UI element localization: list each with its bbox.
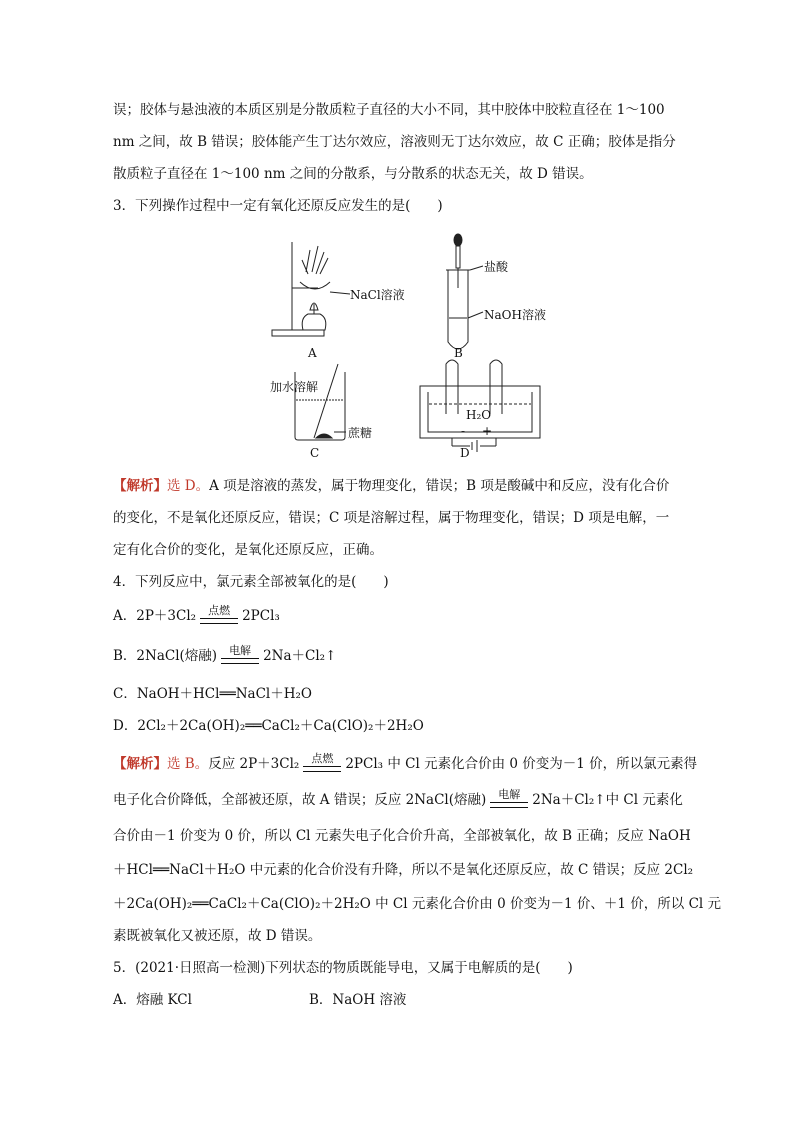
condition-text: 点燃 — [311, 751, 334, 765]
label-minus: - — [461, 424, 466, 438]
question-3-stem: 3．下列操作过程中一定有氧化还原反应发生的是( ) — [113, 198, 443, 214]
condition-text: 电解 — [498, 787, 521, 801]
q3-analysis-line-2: 的变化，不是氧化还原反应，错误；C 项是溶解过程，属于物理变化，错误；D 项是电解，一 — [113, 510, 670, 526]
label-add-water: 加水溶解 — [270, 380, 319, 394]
analysis-text: 电子化合价降低，全部被还原，故 A 错误；反应 2NaCl(熔融) — [113, 792, 487, 808]
label-hydrochloric-acid: 盐酸 — [484, 260, 509, 274]
label-nacl-solution: NaCl溶液 — [350, 288, 405, 302]
answer: 选 B。 — [167, 756, 209, 772]
analysis-text: 2Na＋Cl₂↑中 Cl 元素化 — [532, 792, 683, 808]
q4-analysis-line-6: 素既被氧化又被还原，故 D 错误。 — [113, 928, 322, 944]
option-b-left: B．2NaCl(熔融) — [113, 648, 218, 664]
q5-option-b: B．NaOH 溶液 — [309, 992, 407, 1008]
analysis-tag: 【解析】 — [113, 756, 167, 772]
intro-line-2: nm 之间，故 B 错误；胶体能产生丁达尔效应，溶液则无丁达尔效应，故 C 正确；胶体是指分 — [113, 134, 676, 150]
option-b-right: 2Na＋Cl₂↑ — [263, 648, 337, 664]
q4-analysis-line-2 — [113, 787, 683, 811]
question-3-figure — [270, 232, 550, 462]
answer: 选 D。 — [167, 478, 210, 494]
option-a-left: A．2P＋3Cl₂ — [113, 608, 197, 624]
analysis-tag: 【解析】 — [113, 478, 167, 494]
label-d: D — [460, 446, 470, 460]
condition-arrow — [303, 751, 341, 775]
question-4-stem: 4．下列反应中，氯元素全部被氧化的是( ) — [113, 574, 389, 590]
question-5-stem: 5．(2021·日照高一检测)下列状态的物质既能导电，又属于电解质的是( ) — [113, 960, 573, 976]
label-sucrose: 蔗糖 — [348, 426, 373, 440]
intro-line-1: 误；胶体与悬浊液的本质区别是分散质粒子直径的大小不同，其中胶体中胶粒直径在 1～100 — [113, 102, 665, 118]
label-a: A — [308, 346, 317, 360]
q4-analysis-line-3: 合价由－1 价变为 0 价，所以 Cl 元素失电子化合价升高，全部被氧化，故 B 正确；反应 NaOH — [113, 828, 691, 844]
label-naoh-solution: NaOH溶液 — [484, 308, 546, 322]
q4-option-b — [113, 643, 337, 667]
analysis-text: 2PCl₃ 中 Cl 元素化合价由 0 价变为－1 价，所以氯元素得 — [345, 756, 698, 772]
q3-analysis-line-3: 定有化合价的变化，是氧化还原反应，正确。 — [113, 542, 383, 558]
q4-analysis-line-1 — [113, 751, 698, 775]
option-a-right: 2PCl₃ — [242, 608, 280, 624]
label-water: H₂O — [466, 408, 492, 422]
q4-option-a — [113, 603, 280, 627]
q4-option-c: C．NaOH＋HCl══NaCl＋H₂O — [113, 686, 312, 702]
q3-analysis-line-1 — [113, 476, 669, 496]
condition-arrow — [490, 787, 528, 811]
apparatus-a-evaporation — [272, 242, 350, 336]
condition-arrow — [221, 643, 259, 667]
q5-options — [113, 990, 406, 1010]
intro-line-3: 散质粒子直径在 1～100 nm 之间的分散系，与分散系的状态无关，故 D 错误。 — [113, 166, 593, 182]
label-plus: + — [482, 424, 493, 438]
apparatus-d-electrolysis — [420, 360, 540, 452]
label-c: C — [310, 446, 320, 460]
q4-analysis-line-5: ＋2Ca(OH)₂══CaCl₂＋Ca(ClO)₂＋2H₂O 中 Cl 元素化合价由 0 价变为－1 价、＋1 价，所以 Cl 元 — [113, 896, 722, 912]
q4-option-d: D．2Cl₂＋2Ca(OH)₂══CaCl₂＋Ca(ClO)₂＋2H₂O — [113, 718, 424, 734]
analysis-text: 反应 2P＋3Cl₂ — [208, 756, 300, 772]
condition-text: 点燃 — [208, 603, 231, 617]
q4-analysis-line-4: ＋HCl══NaCl＋H₂O 中元素的化合价没有升降，所以不是氧化还原反应，故 C 错误；反应 2Cl₂ — [113, 862, 694, 878]
condition-text: 电解 — [229, 643, 252, 657]
label-b: B — [454, 346, 463, 360]
analysis-text: A 项是溶液的蒸发，属于物理变化，错误；B 项是酸碱中和反应，没有化合价 — [209, 478, 670, 494]
apparatus-b-test-tube — [446, 234, 483, 349]
condition-arrow — [200, 603, 238, 627]
apparatus-c-beaker — [295, 364, 346, 440]
q5-option-a: A．熔融 KCl — [113, 992, 192, 1008]
